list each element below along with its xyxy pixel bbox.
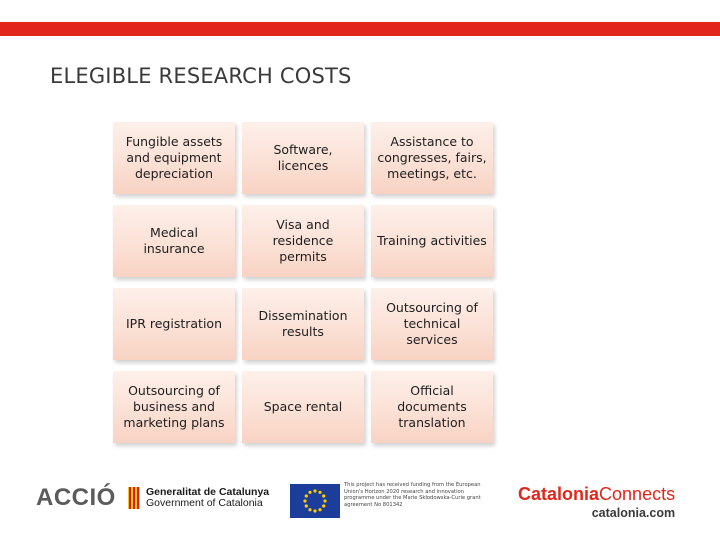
cost-item-medical-insurance: Medical insurance	[113, 205, 235, 277]
cost-item-outsourcing-technical: Outsourcing of technical services	[371, 288, 493, 360]
cost-item-space-rental: Space rental	[242, 371, 364, 443]
cost-item-documents-translation: Official documents translation	[371, 371, 493, 443]
cost-item-training: Training activities	[371, 205, 493, 277]
brand-name-light: Connects	[599, 484, 676, 504]
eu-flag-icon	[290, 484, 340, 518]
generalitat-logo	[128, 486, 269, 510]
cost-item-congresses: Assistance to congresses, fairs, meetings, etc.	[371, 122, 493, 194]
accio-logo: ACCIÓ	[36, 484, 116, 511]
catalan-flag-icon	[128, 487, 140, 509]
brand-url: catalonia.com	[591, 506, 676, 520]
gencat-subtitle: Government of Catalonia	[146, 497, 263, 509]
gencat-name: Generalitat de Catalunya	[146, 486, 270, 498]
top-accent-bar	[0, 22, 720, 36]
slide-title: ELEGIBLE RESEARCH COSTS	[50, 64, 352, 88]
cost-item-ipr-registration: IPR registration	[113, 288, 235, 360]
cost-item-software-licences: Software, licences	[242, 122, 364, 194]
footer-logos	[0, 470, 720, 530]
brand-name-bold: Catalonia	[518, 484, 600, 504]
cost-item-visa-permits: Visa and residence permits	[242, 205, 364, 277]
catalonia-connects-logo	[518, 484, 675, 520]
cost-item-fungible-assets: Fungible assets and equipment depreciation	[113, 122, 235, 194]
eu-funding-notice: This project has received funding from the European Union's Horizon 2020 research and innovation programme under the Marie Skłodowska-Curie grant agreement No 801342	[344, 482, 481, 508]
cost-item-outsourcing-business: Outsourcing of business and marketing plans	[113, 371, 235, 443]
research-costs-grid	[113, 122, 493, 443]
cost-item-dissemination: Dissemination results	[242, 288, 364, 360]
